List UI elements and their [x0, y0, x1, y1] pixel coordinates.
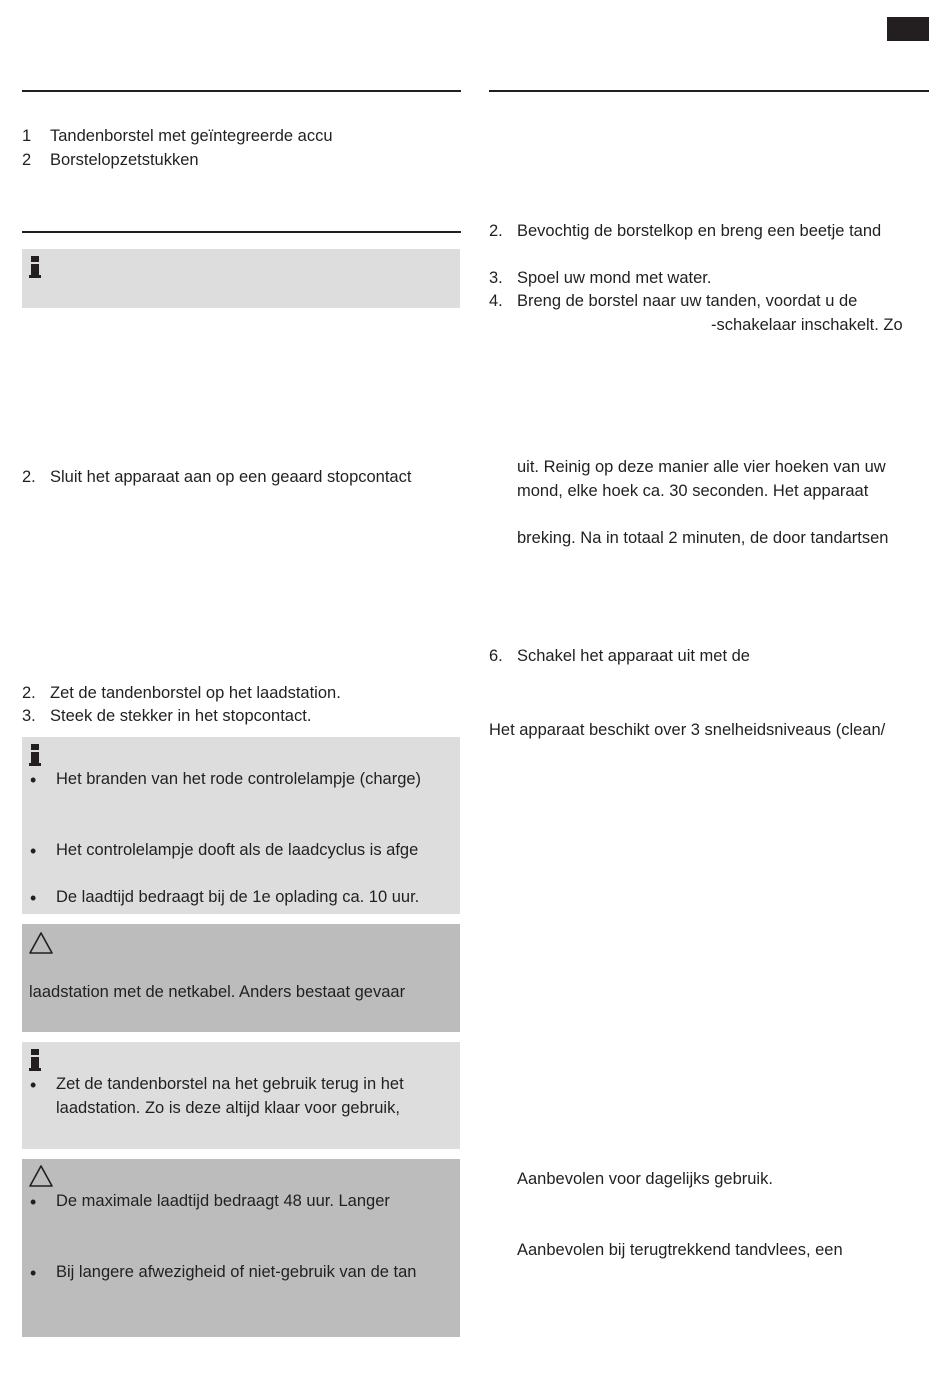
bullet: • — [30, 841, 37, 861]
section-rule — [22, 231, 461, 233]
warning-bullet-text: De maximale laadtijd bedraagt 48 uur. Langer — [56, 1192, 390, 1210]
bullet: • — [30, 1192, 37, 1212]
bullet: • — [30, 1075, 37, 1095]
info-icon — [28, 255, 42, 281]
section-rule — [489, 90, 929, 92]
step-text-line: breking. Na in totaal 2 minuten, de door tandartsen — [517, 529, 889, 547]
step-number: 3. — [22, 707, 36, 725]
step-number: 6. — [489, 647, 503, 665]
step-number: 3. — [489, 269, 503, 287]
bullet: • — [30, 770, 37, 790]
step-text-line: uit. Reinig op deze manier alle vier hoeken van uw — [517, 458, 886, 476]
warning-box — [22, 924, 460, 1032]
info-icon — [28, 1048, 42, 1074]
charge-note-box — [22, 737, 460, 914]
note-bullet-text: De laadtijd bedraagt bij de 1e oplading ca. 10 uur. — [56, 888, 420, 906]
step-text: Sluit het apparaat aan op een geaard stopcontact — [50, 468, 412, 486]
section-rule — [22, 90, 461, 92]
speed-levels-intro: Het apparaat beschikt over 3 snelheidsniveaus (clean/ — [489, 721, 886, 739]
note-bullet-text: Het branden van het rode controlelampje (charge) — [56, 770, 422, 788]
warning-bullet-text: Bij langere afwezigheid of niet-gebruik van de tan — [56, 1263, 417, 1281]
mode-description: Aanbevolen voor dagelijks gebruik. — [517, 1170, 773, 1188]
warning-triangle-icon — [28, 1164, 54, 1188]
warning-triangle-icon — [28, 931, 54, 955]
note-text-line: laadstation. Zo is deze altijd klaar voor gebruik, — [56, 1099, 400, 1117]
step-text-continuation: -schakelaar inschakelt. Zo — [711, 316, 903, 334]
bullet: • — [30, 1263, 37, 1283]
step-text: Zet de tandenborstel op het laadstation. — [50, 684, 341, 702]
note-bullet-text: Het controlelampje dooft als de laadcyclus is afge — [56, 841, 419, 859]
part-label: Borstelopzetstukken — [50, 151, 199, 169]
step-text: Schakel het apparaat uit met de — [517, 647, 750, 665]
usage-note-box — [22, 1042, 460, 1149]
warning-box — [22, 1159, 460, 1337]
mode-description: Aanbevolen bij terugtrekkend tandvlees, een — [517, 1241, 843, 1259]
info-note-box — [22, 249, 460, 308]
bullet: • — [30, 888, 37, 908]
note-text-line: Zet de tandenborstel na het gebruik terug in het — [56, 1075, 404, 1093]
part-number: 1 — [22, 127, 32, 145]
part-number: 2 — [22, 151, 32, 169]
info-icon — [28, 743, 42, 769]
step-text: Spoel uw mond met water. — [517, 269, 712, 287]
step-number: 2. — [489, 222, 503, 240]
step-text: Breng de borstel naar uw tanden, voordat u de — [517, 292, 858, 310]
step-text: Bevochtig de borstelkop en breng een beetje tand — [517, 222, 882, 240]
step-text-line: mond, elke hoek ca. 30 seconden. Het apparaat — [517, 482, 869, 500]
step-number: 2. — [22, 468, 36, 486]
step-number: 2. — [22, 684, 36, 702]
step-number: 4. — [489, 292, 503, 310]
step-text: Steek de stekker in het stopcontact. — [50, 707, 312, 725]
warning-text: laadstation met de netkabel. Anders bestaat gevaar — [29, 983, 406, 1001]
part-label: Tandenborstel met geïntegreerde accu — [50, 127, 333, 145]
language-tab — [887, 17, 929, 41]
